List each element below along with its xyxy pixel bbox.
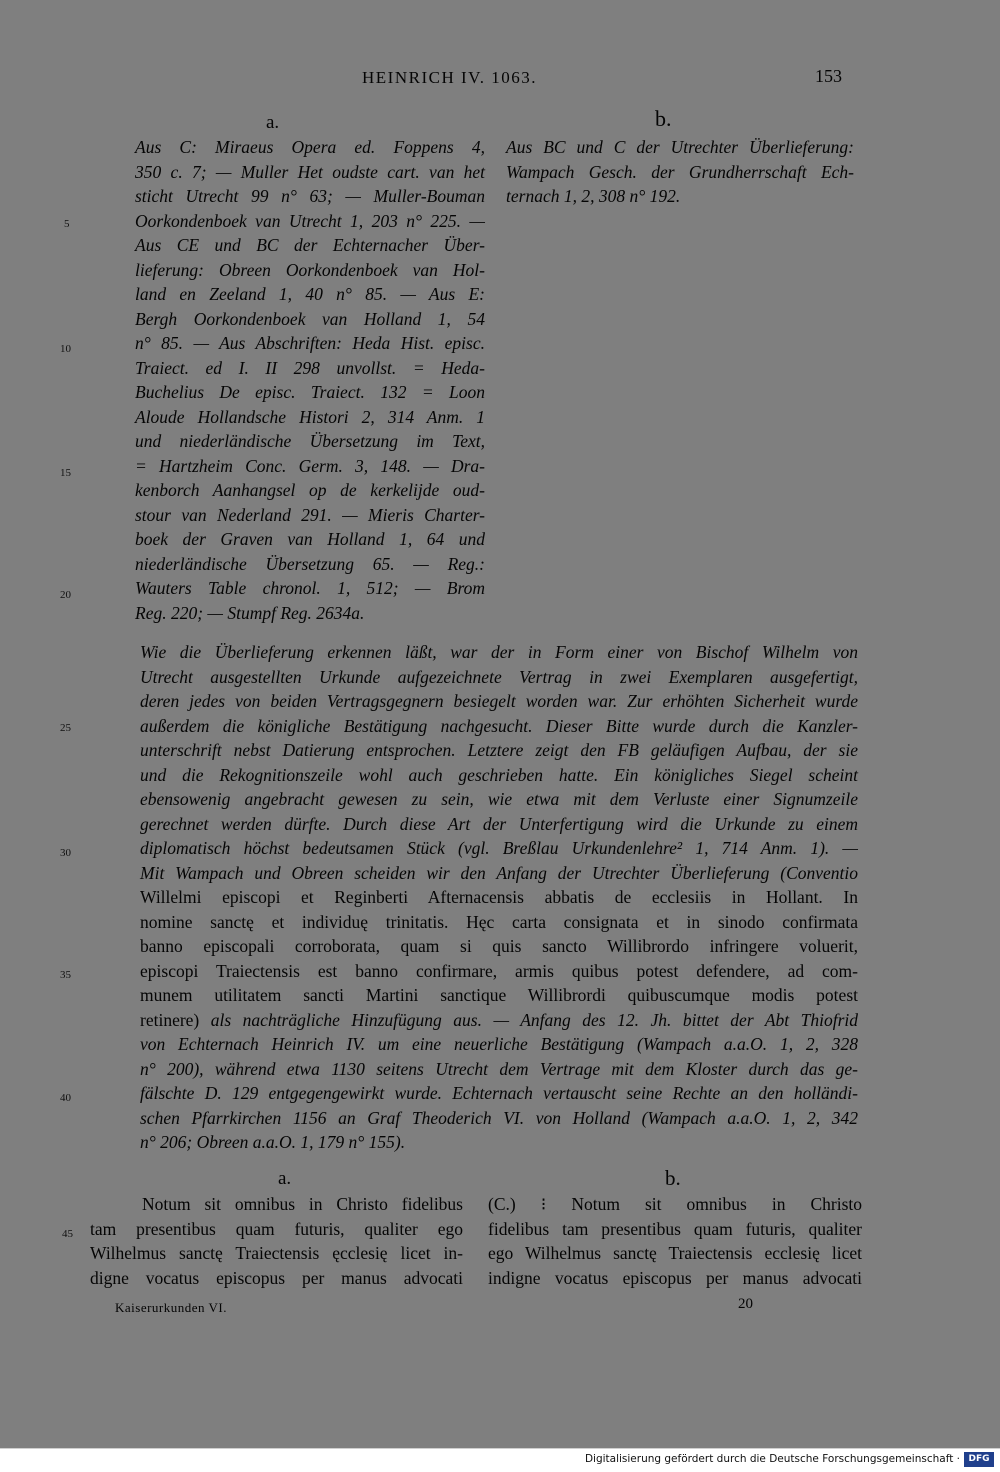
source-line: kenborch Aanhangsel op de kerkelijde oud-: [135, 480, 485, 500]
sheet-number: 20: [738, 1296, 753, 1312]
document-line: Wilhelmus sanctę Traiectensis ęcclesię licet in-: [90, 1243, 463, 1263]
line-number: 20: [60, 589, 71, 601]
column-a-label: a.: [266, 112, 280, 133]
commentary: [140, 640, 858, 1155]
source-line: land en Zeeland 1, 40 n° 85. — Aus E:: [135, 284, 485, 304]
dfg-credit-text: Digitalisierung gefördert durch die Deutsche Forschungsgemeinschaft ·: [584, 1453, 960, 1465]
document-line: indigne vocatus episcopus per manus advocati: [488, 1267, 862, 1288]
page-number: 153: [815, 66, 842, 86]
dfg-credit-bar: [0, 1448, 1000, 1472]
latin-quote-line: Willelmi episcopi et Reginberti Afternacensis abbatis de ecclesiis in Hollant. In: [140, 887, 858, 907]
commentary-line: gerechnet werden dürfte. Durch diese Art der Unterfertigung wird die Urkunde zu einem: [140, 813, 858, 834]
line-number: 25: [60, 722, 71, 734]
text-b-label: b.: [665, 1166, 681, 1190]
commentary-line: von Echternach Heinrich IV. um eine neuerliche Bestätigung (Wampach a.a.O. 1, 2, 328: [140, 1034, 858, 1054]
latin-quote-line: banno episcopali corroborata, quam si quis sancto Willibrordo infringere voluerit,: [140, 936, 858, 956]
source-line: Aloude Hollandsche Histori 2, 314 Anm. 1: [135, 406, 485, 427]
column-b-label: b.: [655, 106, 672, 131]
line-number: 45: [62, 1228, 73, 1240]
commentary-line: fälschte D. 129 entgegengewirkt wurde. Echternach vertauscht seine Rechte an den holländi-: [140, 1083, 858, 1103]
latin-quote-line: episcopi Traiectensis est banno confirmare, armis quibus potest defendere, ad com-: [140, 960, 858, 981]
sheet-signature: Kaiserurkunden VI.: [115, 1300, 228, 1315]
source-line: Wauters Table chronol. 1, 512; — Brom: [135, 578, 485, 598]
running-title: HEINRICH IV. 1063.: [362, 68, 537, 87]
document-text-b: [488, 1192, 862, 1290]
commentary-line: Wie die Überlieferung erkennen läßt, war der in Form einer von Bischof Wilhelm von: [140, 642, 858, 662]
column-a-sources: [135, 135, 485, 625]
latin-quote-line: nomine sanctę et individuę trinitatis. Hęc carta consignata et in sinodo confirmata: [140, 911, 858, 932]
line-number: 10: [60, 343, 71, 355]
line-number: 5: [64, 218, 70, 230]
source-line: boek der Graven van Holland 1, 64 und: [135, 529, 485, 549]
source-line: sticht Utrecht 99 n° 63; — Muller-Bouman: [135, 186, 485, 206]
commentary-line: ebensowenig angebracht gewesen zu sein, wie etwa mit dem Verluste einer Signumzeile: [140, 789, 858, 809]
document-line: ego Wilhelmus sanctę Traiectensis ecclesię licet: [488, 1243, 862, 1263]
latin-quote-end: retinere): [140, 1009, 200, 1030]
source-line: Aus C: Miraeus Opera ed. Foppens 4,: [135, 137, 485, 157]
line-number: 30: [60, 847, 71, 859]
source-line: Aus CE und BC der Echternacher Über-: [135, 235, 485, 255]
document-line: (C.) ⁝ Notum sit omnibus in Christo: [488, 1194, 862, 1214]
document-line: tam presentibus quam futuris, qualiter ego: [90, 1218, 463, 1239]
source-line: lieferung: Obreen Oorkondenboek van Hol-: [135, 259, 485, 280]
commentary-line: Mit Wampach und Obreen scheiden wir den Anfang der Utrechter Überlieferung (Conventio: [140, 862, 858, 883]
mixed-line: [140, 1008, 858, 1033]
source-line: Bergh Oorkondenboek van Holland 1, 54: [135, 308, 485, 329]
line-number: 40: [60, 1092, 71, 1104]
commentary-line: diplomatisch höchst bedeutsamen Stück (vgl. Breßlau Urkundenlehre² 1, 714 Anm. 1). —: [140, 838, 858, 858]
latin-quote-line: munem utilitatem sancti Martini sanctique Willibrordi quibuscumque modis potest: [140, 985, 858, 1005]
commentary-line: und die Rekognitionszeile wohl auch geschrieben hatte. Ein königliches Siegel scheint: [140, 764, 858, 785]
commentary-text: als nachträgliche Hinzufügung aus. — Anfang des 12. Jh. bittet der Abt Thiofrid: [199, 1009, 858, 1030]
source-line: und niederländische Übersetzung im Text,: [135, 431, 485, 451]
source-line: Traiect. ed I. II 298 unvollst. = Heda-: [135, 357, 485, 378]
commentary-line: schen Pfarrkirchen 1156 an Graf Theoderich VI. von Holland (Wampach a.a.O. 1, 2, 342: [140, 1107, 858, 1128]
document-line: Notum sit omnibus in Christo fidelibus: [142, 1194, 463, 1214]
commentary-line: außerdem die königliche Bestätigung nachgesucht. Dieser Bitte wurde durch die Kanzler-: [140, 715, 858, 736]
source-line: Buchelius De episc. Traiect. 132 = Loon: [135, 382, 485, 402]
column-b-sources: [506, 135, 854, 209]
line-number: 35: [60, 969, 71, 981]
commentary-line: unterschrift nebst Datierung entsprochen. Letztere zeigt den FB geläufigen Aufbau, der sie: [140, 740, 858, 760]
source-line: n° 85. — Aus Abschriften: Heda Hist. episc.: [135, 333, 485, 353]
dfg-logo-icon: DFG: [964, 1452, 994, 1467]
document-line: digne vocatus episcopus per manus advocati: [90, 1267, 463, 1288]
source-line: Reg. 220; — Stumpf Reg. 2634a.: [135, 602, 365, 623]
source-line: Wampach Gesch. der Grundherrschaft Ech-: [506, 161, 854, 182]
source-line: ternach 1, 2, 308 n° 192.: [506, 186, 681, 206]
line-number: 15: [60, 467, 71, 479]
source-line: Aus BC und C der Utrechter Überlieferung:: [506, 137, 854, 157]
source-line: = Hartzheim Conc. Germ. 3, 148. — Dra-: [135, 455, 485, 476]
commentary-line: deren jedes von beiden Vertragsgegnern besiegelt worden war. Zur erhöhten Sicherheit wurde: [140, 691, 858, 711]
commentary-line: n° 200), während etwa 1130 seitens Utrecht dem Vertrage mit dem Kloster durch das ge-: [140, 1058, 858, 1079]
source-line: Oorkondenboek van Utrecht 1, 203 n° 225. —: [135, 210, 485, 231]
text-a-label: a.: [278, 1168, 292, 1189]
document-text-a: [90, 1192, 463, 1290]
source-line: 350 c. 7; — Muller Het oudste cart. van het: [135, 161, 485, 182]
source-line: stour van Nederland 291. — Mieris Charter-: [135, 504, 485, 525]
document-line: fidelibus tam presentibus quam futuris, qualiter: [488, 1218, 862, 1239]
source-line: niederländische Übersetzung 65. — Reg.:: [135, 553, 485, 574]
commentary-line: Utrecht ausgestellten Urkunde aufgezeichnete Vertrag in zwei Exemplaren ausgefertigt,: [140, 666, 858, 687]
commentary-line: n° 206; Obreen a.a.O. 1, 179 n° 155).: [140, 1132, 406, 1152]
